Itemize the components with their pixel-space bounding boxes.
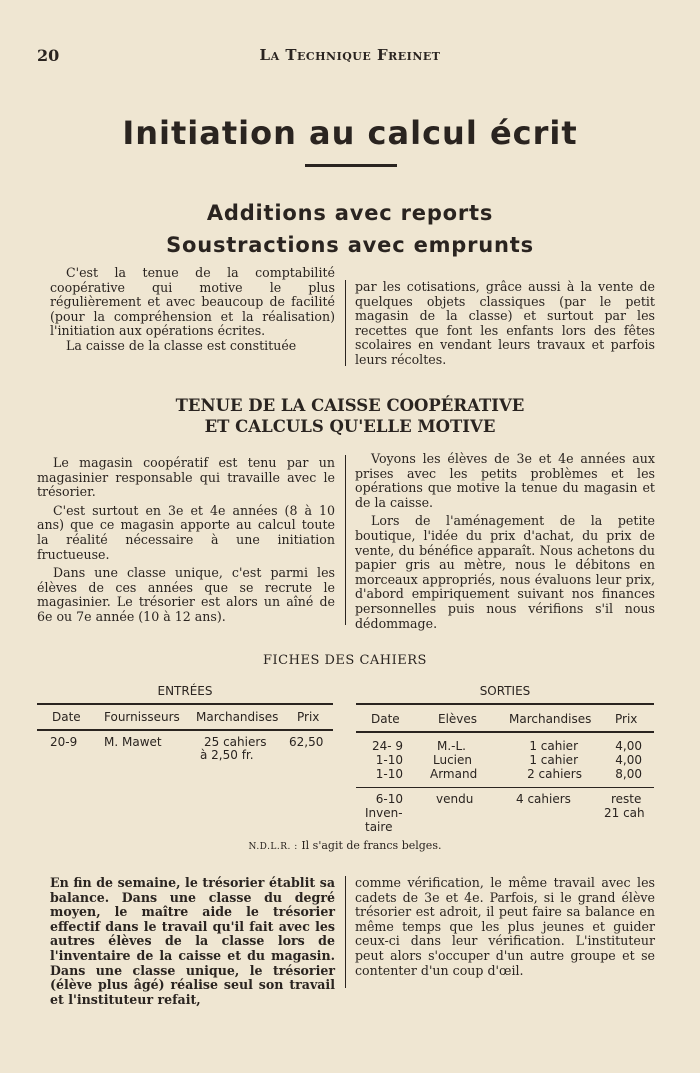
- sorties-header-date: Date: [371, 712, 400, 726]
- intro-right-column: [355, 280, 655, 368]
- entrees-row-date: 20-9: [50, 735, 78, 749]
- sorties-row-1-marchandises: 1 cahier: [529, 739, 578, 753]
- sorties-row-1-prix: 4,00: [615, 739, 642, 753]
- section-left-paragraph-2: C'est surtout en 3e et 4e années (8 à 10 ans) que ce magasin apporte au calcul toute la réalité nécessaire à une initiation fructueuse.: [37, 502, 335, 562]
- section-heading-line-2: ET CALCULS QU'ELLE MOTIVE: [204, 417, 496, 436]
- sorties-header-eleves: Elèves: [438, 712, 478, 726]
- entrees-header-marchandises: Marchandises: [196, 710, 279, 724]
- subtitle-line-1: Additions avec reports: [206, 201, 494, 225]
- bottom-right-paragraph: comme vérification, le même travail avec les cadets de 3e et 4e. Parfois, si le grand élève trésorier est adroit, il peut faire sa balance en même temps que les plus jeunes et guider ceux-ci dans leur vérification. L'instituteur peut alors s'occuper d'un autre groupe et se contenter d'un coup d'œil.: [355, 875, 655, 978]
- sorties-header-rule: [356, 731, 654, 733]
- sorties-header-prix: Prix: [615, 712, 638, 726]
- intro-left-paragraph-1: C'est la tenue de la comptabilité coopérative qui motive le plus régulièrement et avec beaucoup de facilité (pour la compréhension et la réalisation) l'initiation aux opérations écrites.: [50, 265, 335, 339]
- title-rule: [305, 164, 397, 167]
- entrees-top-rule: [37, 703, 333, 705]
- sorties-row-3-prix: 8,00: [615, 767, 642, 781]
- editor-note-abbrev: N.D.L.R. :: [248, 842, 298, 852]
- sorties-title: SORTIES: [479, 684, 531, 698]
- bottom-right-column: [355, 876, 655, 978]
- intro-column-divider: [345, 280, 346, 366]
- entrees-row-prix: 62,50: [289, 735, 324, 749]
- sorties-inventory-date-label-2: taire: [365, 820, 393, 834]
- sorties-top-rule: [356, 703, 654, 705]
- sorties-inventory-prix: reste: [611, 792, 642, 806]
- sorties-row-3-date: 1-10: [375, 767, 403, 781]
- intro-left-column: [50, 266, 335, 354]
- section-right-paragraph-1: Voyons les élèves de 3e et 4e années aux prises avec les petits problèmes et les opérations que motive la tenue du magasin et de la caisse.: [355, 451, 655, 510]
- running-title: La Technique Freinet: [259, 46, 441, 64]
- entrees-row-fournisseur: M. Mawet: [104, 735, 162, 749]
- section-right-column: [355, 452, 655, 631]
- fiches-heading: FICHES DES CAHIERS: [263, 653, 427, 668]
- entrees-header-rule: [37, 729, 333, 731]
- sorties-row-2-marchandises: 1 cahier: [529, 753, 578, 767]
- subtitle-line-2: Soustractions avec emprunts: [166, 233, 534, 257]
- page-number: 20: [37, 46, 60, 65]
- sorties-inventory-marchandises: 4 cahiers: [516, 792, 571, 806]
- entrees-header-date: Date: [52, 710, 81, 724]
- section-left-paragraph-1: Le magasin coopératif est tenu par un magasinier responsable qui travaille avec le trésorier.: [37, 455, 335, 500]
- sorties-row-1-date: 24- 9: [371, 739, 403, 753]
- bottom-left-column: [50, 876, 335, 1007]
- sorties-row-2-date: 1-10: [375, 753, 403, 767]
- section-heading-line-1: TENUE DE LA CAISSE COOPÉRATIVE: [175, 396, 525, 415]
- entrees-row-marchandises: 25 cahiers: [204, 735, 267, 749]
- editor-note-text: Il s'agit de francs belges.: [301, 839, 442, 852]
- section-column-divider: [345, 455, 346, 625]
- section-left-paragraph-3: Dans une classe unique, c'est parmi les élèves de ces années que se recrute le magasinier. Le trésorier est alors un aîné de 6e ou 7e année (10 à 12 ans).: [37, 565, 335, 624]
- sorties-inventory-date: 6-10: [375, 792, 403, 806]
- section-left-column: [37, 456, 335, 625]
- bottom-left-paragraph: En fin de semaine, le trésorier établit sa balance. Dans une classe du degré moyen, le maître aide le trésorier effectif dans le travail qu'il fait avec les autres élèves de la classe lors de l'inventaire de la caisse et du magasin. Dans une classe unique, le trésorier (élève plus âgé) réalise seul son travail et l'instituteur refait,: [50, 875, 335, 1007]
- sorties-inventory-date-label-1: Inven-: [365, 806, 403, 820]
- sorties-inventory-reste: 21 cah: [604, 806, 645, 820]
- intro-right-paragraph-1: par les cotisations, grâce aussi à la vente de quelques objets classiques (par le petit magasin de la classe) et surtout par les recettes que font les enfants lors des fêtes scolaires en vendant leurs travaux et parfois leurs récoltes.: [355, 279, 655, 367]
- sorties-row-2-prix: 4,00: [615, 753, 642, 767]
- bottom-column-divider: [345, 876, 346, 988]
- sorties-row-3-marchandises: 2 cahiers: [527, 767, 582, 781]
- intro-left-paragraph-2: La caisse de la classe est constituée: [66, 337, 297, 353]
- entrees-header-fournisseurs: Fournisseurs: [104, 710, 180, 724]
- sorties-row-2-eleve: Lucien: [433, 753, 472, 767]
- sorties-row-3-eleve: Armand: [430, 767, 478, 781]
- sorties-inventory-eleve: vendu: [436, 792, 474, 806]
- article-title: Initiation au calcul écrit: [122, 114, 578, 152]
- sorties-row-1-eleve: M.-L.: [437, 739, 466, 753]
- entrees-title: ENTRÉES: [157, 684, 213, 698]
- sorties-header-marchandises: Marchandises: [509, 712, 592, 726]
- entrees-header-prix: Prix: [297, 710, 320, 724]
- section-right-paragraph-2: Lors de l'aménagement de la petite boutique, l'idée du prix d'achat, du prix de vente, du bénéfice apparaît. Nous achetons du papier gris au mètre, nous le débitons en morceaux appropriés, nous évaluons leur prix, d'abord empiriquement suivant nos finances personnelles puis nous vérifions s'il nous dédommage.: [355, 513, 655, 631]
- entrees-row-marchandises-detail: à 2,50 fr.: [200, 748, 254, 762]
- sorties-inventory-rule: [356, 787, 654, 788]
- editor-note: [0, 839, 690, 852]
